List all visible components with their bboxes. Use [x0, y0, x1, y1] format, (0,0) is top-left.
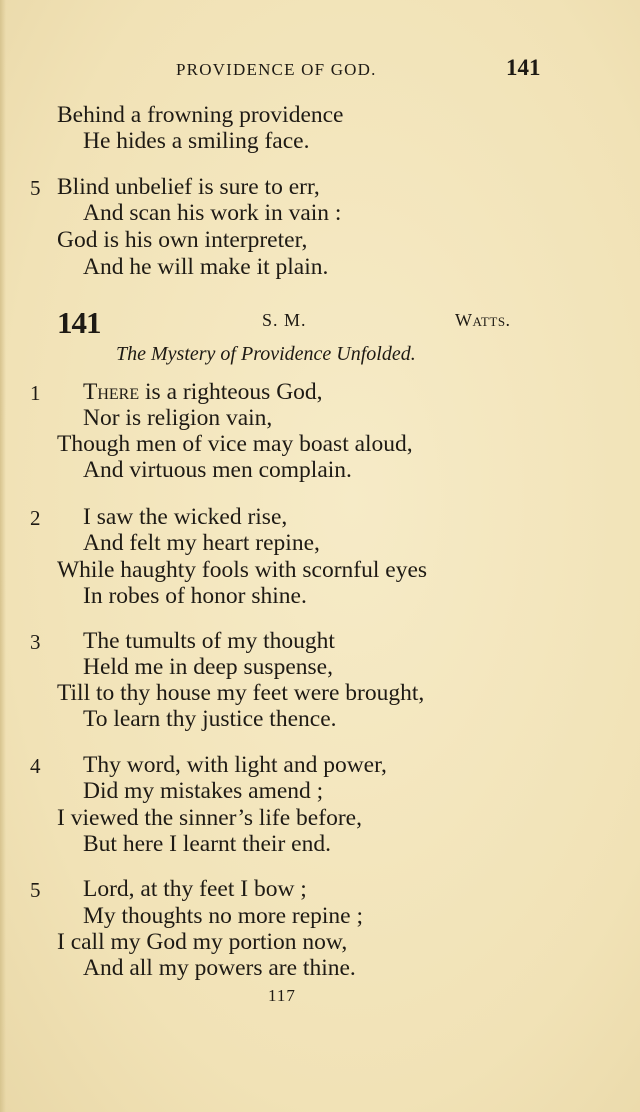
hymn-meter: S. M. — [262, 310, 307, 330]
verse-number: 5 — [30, 176, 41, 200]
page-binding-edge — [0, 0, 6, 1112]
verse-line — [83, 379, 323, 405]
verse-line: I call my God my portion now, — [57, 929, 348, 955]
verse-line: But here I learnt their end. — [83, 831, 331, 857]
verse-number: 5 — [30, 878, 41, 902]
verse-line: Till to thy house my feet were brought, — [57, 680, 425, 706]
hymn-number: 141 — [57, 305, 101, 340]
verse-line: I saw the wicked rise, — [83, 504, 288, 530]
verse-line: While haughty fools with scornful eyes — [57, 557, 428, 583]
verse-line: And all my powers are thine. — [83, 955, 356, 981]
verse-line: I viewed the sinner’s life before, — [57, 805, 362, 831]
verse-line: God is his own interpreter, — [57, 227, 308, 253]
running-head: PROVIDENCE OF GOD. — [176, 60, 377, 79]
verse-line: And virtuous men complain. — [83, 457, 352, 483]
verse-line: The tumults of my thought — [83, 628, 335, 654]
verse-number: 4 — [30, 754, 41, 778]
verse-first-rest: is a righteous God, — [139, 379, 323, 405]
hymn-title: The Mystery of Providence Unfolded. — [116, 343, 416, 365]
verse-line: Held me in deep suspense, — [83, 654, 333, 680]
verse-number: 2 — [30, 506, 41, 530]
verse-line: And felt my heart repine, — [83, 530, 320, 556]
verse-number: 1 — [30, 381, 41, 405]
signature-number: 117 — [268, 986, 296, 1005]
continuation-line: He hides a smiling face. — [83, 128, 310, 154]
verse-number: 3 — [30, 630, 41, 654]
continuation-line: Behind a frowning providence — [57, 102, 344, 128]
verse-line: Lord, at thy feet I bow ; — [83, 876, 307, 902]
verse-line: And he will make it plain. — [83, 254, 329, 280]
verse-line: Did my mistakes amend ; — [83, 778, 324, 804]
verse-line: Thy word, with light and power, — [83, 752, 387, 778]
verse-line: Blind unbelief is sure to err, — [57, 174, 320, 200]
verse-line: To learn thy justice thence. — [83, 706, 337, 732]
verse-line: And scan his work in vain : — [83, 200, 342, 226]
verse-line: Though men of vice may boast aloud, — [57, 431, 413, 457]
verse-first-word: There — [83, 379, 140, 405]
verse-line: Nor is religion vain, — [83, 405, 273, 431]
verse-line: In robes of honor shine. — [83, 583, 307, 609]
hymn-author: Watts. — [455, 310, 511, 330]
verse-line: My thoughts no more repine ; — [83, 903, 364, 929]
page-number: 141 — [506, 55, 541, 80]
